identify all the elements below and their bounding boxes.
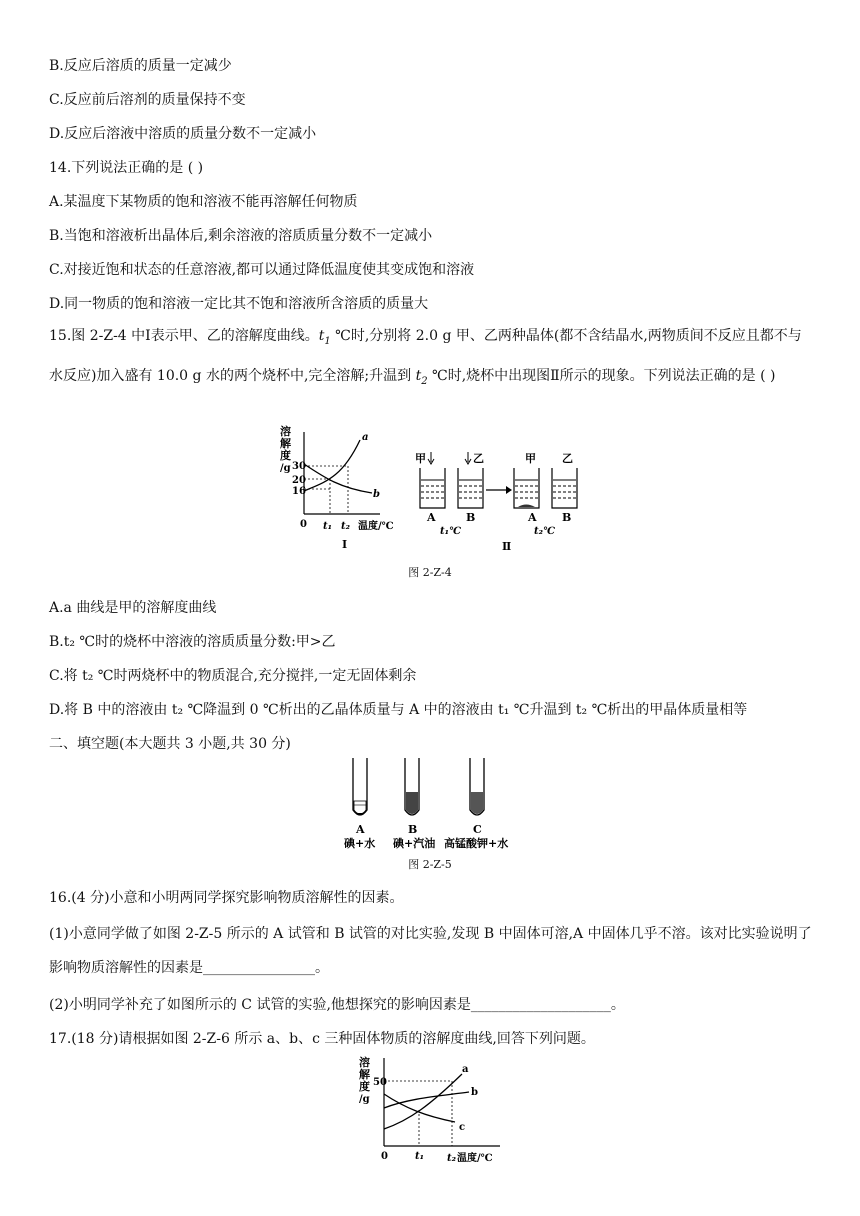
q14-option-a: A.某温度下某物质的饱和溶液不能再溶解任何物质 (49, 194, 358, 210)
temp-t2-label: t₂℃ (534, 526, 555, 537)
beaker-jia-label: 甲 (415, 452, 426, 465)
beaker-yi-label: 乙 (473, 452, 484, 465)
y-tick-20: 20 (292, 475, 306, 486)
q15-option-a: A.a 曲线是甲的溶解度曲线 (49, 600, 217, 616)
tube-a-letter: A (356, 823, 365, 836)
svg-text:解: 解 (359, 1068, 370, 1081)
x-axis-label: 温度/℃ (358, 521, 394, 532)
origin-label-2: 0 (381, 1151, 388, 1162)
tube-a-label: 碘+水 (344, 837, 376, 850)
test-tube-c (470, 758, 484, 815)
y-tick-30: 30 (292, 461, 306, 472)
beakers-diagram (415, 452, 577, 553)
beaker-a-t1 (420, 468, 445, 508)
q17-stem: 17.(18 分)请根据如图 2-Z-6 所示 a、b、c 三种固体物质的溶解度曲线,回答下列问题。 (49, 1031, 595, 1047)
figure-2z5 (330, 756, 530, 852)
beaker-jia-label-2: 甲 (525, 452, 536, 465)
temp-t1-label: t₁℃ (440, 526, 461, 537)
panel-2-label: Ⅱ (502, 540, 512, 553)
q15-option-b: B.t₂ ℃时的烧杯中溶液的溶质质量分数:甲>乙 (49, 634, 336, 650)
figure-2z6 (355, 1050, 515, 1166)
beaker-a-letter: A (427, 511, 436, 524)
tube-c-label: 高锰酸钾+水 (444, 837, 509, 850)
q13-option-d: D.反应后溶液中溶质的质量分数不一定减小 (49, 126, 317, 142)
curve-c-label-2: c (459, 1122, 466, 1133)
curve-b (304, 464, 372, 493)
curve-a-label-2: a (462, 1064, 469, 1075)
x-tick-t2-2: t₂ (447, 1153, 456, 1164)
q13-option-c: C.反应前后溶剂的质量保持不变 (49, 92, 246, 108)
q15-stem-part2: ℃时,分别将 2.0 g 甲、乙两种晶体(都不含结晶水,两物质间不反应且都不与水反应)加入盛有 10.0 g 水的两个烧杯中,完全溶解;升温到 (49, 328, 802, 384)
q14-option-d: D.同一物质的饱和溶液一定比其不饱和溶液所含溶质的质量大 (49, 296, 429, 312)
q16-stem: 16.(4 分)小意和小明两同学探究影响物质溶解性的因素。 (49, 890, 404, 906)
origin-label: 0 (300, 519, 307, 530)
panel-1-label: Ⅰ (342, 538, 348, 551)
section-2-heading: 二、填空题(本大题共 3 小题,共 30 分) (49, 736, 291, 752)
q14-stem: 14.下列说法正确的是 ( ) (49, 160, 204, 176)
curve-b-label-2: b (471, 1087, 478, 1098)
curve-b-label: b (373, 489, 380, 500)
q16-part1: (1)小意同学做了如图 2-Z-5 所示的 A 试管和 B 试管的对比实验,发现 B 中固体可溶,A 中固体几乎不溶。该对比实验说明了影响物质溶解性的因素是________________。 (49, 926, 812, 976)
svg-text:度: 度 (359, 1080, 370, 1093)
svg-text:解: 解 (280, 437, 291, 450)
beaker-a-t2 (514, 468, 539, 508)
beaker-b-letter-2: B (562, 511, 572, 524)
svg-text:度: 度 (280, 449, 291, 462)
tube-b-label: 碘+汽油 (393, 837, 436, 850)
q15-stem-part3: ℃时,烧杯中出现图Ⅱ所示的现象。下列说法正确的是 ( ) (432, 367, 776, 384)
curve-a (304, 440, 360, 491)
y-axis-label-1: 溶 (280, 425, 291, 438)
beaker-b-t1 (458, 468, 483, 508)
q15-t1-symbol: $t_1$ (318, 328, 331, 347)
y-tick-50: 50 (373, 1077, 387, 1088)
q15-option-c: C.将 t₂ ℃时两烧杯中的物质混合,充分搅拌,一定无固体剩余 (49, 668, 417, 684)
beaker-a-letter-2: A (528, 511, 537, 524)
tube-c-letter: C (473, 823, 482, 836)
beaker-b-letter: B (466, 511, 476, 524)
figure-2z4-caption: 图 2-Z-4 (408, 566, 452, 579)
q15-stem (49, 319, 815, 399)
test-tube-b (405, 758, 419, 815)
x-axis-label-2: 温度/℃ (457, 1153, 493, 1164)
svg-text:/g: /g (359, 1094, 370, 1105)
figure-2z5-caption: 图 2-Z-5 (408, 858, 452, 871)
q14-option-c: C.对接近饱和状态的任意溶液,都可以通过降低温度使其变成饱和溶液 (49, 262, 475, 278)
q15-option-d: D.将 B 中的溶液由 t₂ ℃降温到 0 ℃析出的乙晶体质量与 A 中的溶液由 t₁ ℃升温到 t₂ ℃析出的甲晶体质量相等 (49, 702, 748, 718)
q14-option-b: B.当饱和溶液析出晶体后,剩余溶液的溶质质量分数不一定减小 (49, 228, 433, 244)
solubility-chart-1 (280, 424, 394, 551)
svg-text:/g: /g (280, 463, 291, 474)
test-tube-a (353, 758, 367, 815)
q16-part2: (2)小明同学补充了如图所示的 C 试管的实验,他想探究的影响因素是____________________。 (49, 997, 625, 1013)
q15-t2-symbol: $t_2$ (415, 367, 428, 387)
beaker-yi-label-2: 乙 (562, 452, 573, 465)
figure-2z4 (270, 420, 610, 560)
q15-stem-part1: 15.图 2-Z-4 中Ⅰ表示甲、乙的溶解度曲线。 (49, 328, 319, 344)
curve-a-label: a (362, 432, 369, 443)
x-tick-t1-2: t₁ (415, 1151, 424, 1162)
beaker-b-t2 (552, 468, 577, 508)
tube-b-letter: B (408, 823, 418, 836)
x-tick-t2: t₂ (341, 521, 350, 532)
y-axis-label: 溶 (359, 1056, 370, 1069)
y-tick-16: 16 (292, 486, 306, 497)
x-tick-t1: t₁ (323, 521, 332, 532)
q13-option-b: B.反应后溶质的质量一定减少 (49, 58, 232, 74)
